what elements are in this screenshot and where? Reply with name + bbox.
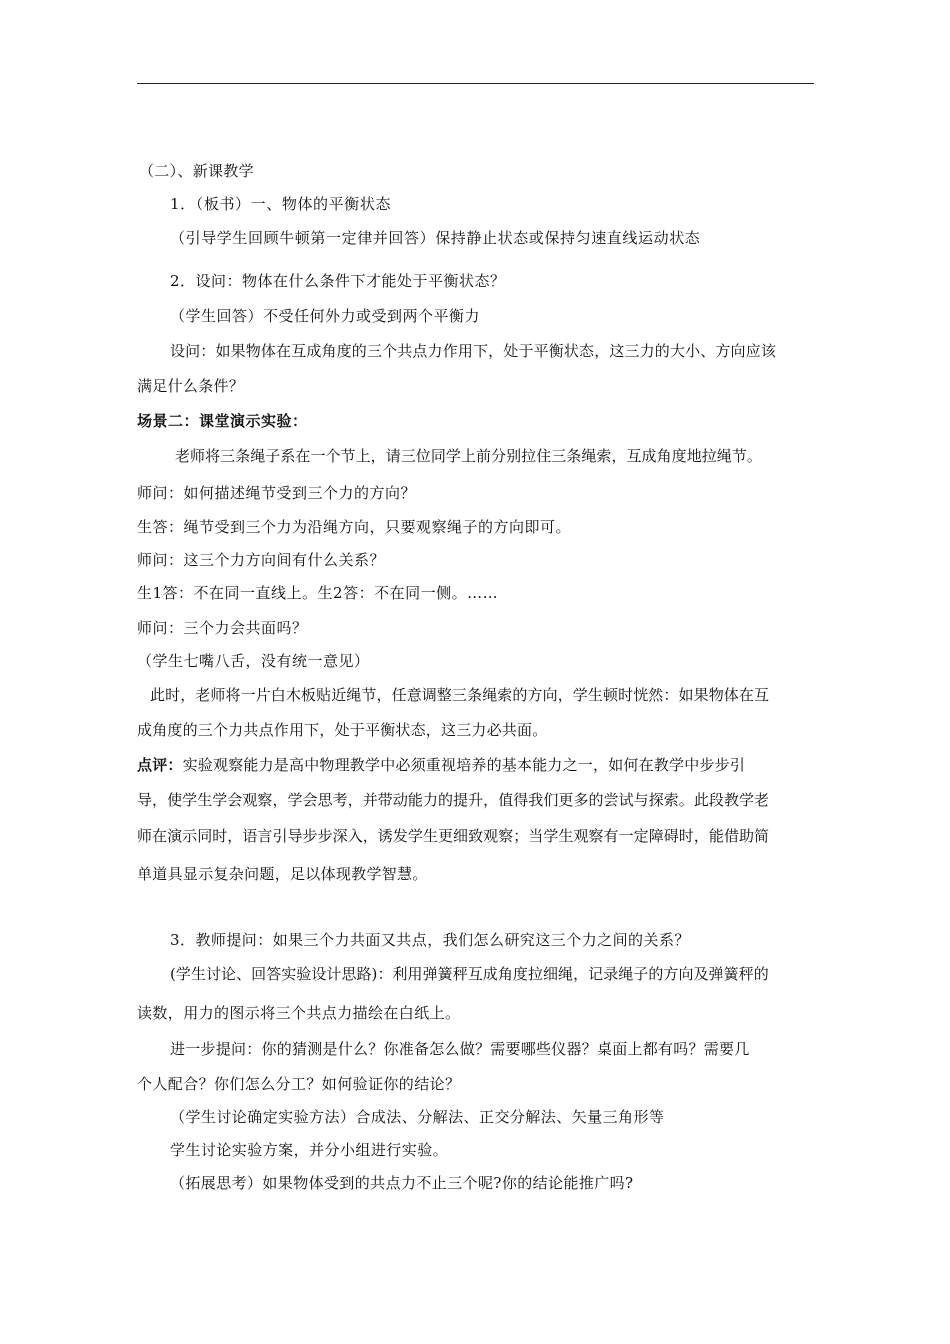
comment-line-2: 导，使学生学会观察，学会思考，并带动能力的提升，值得我们更多的尝试与探索。此段教学老 [137,791,770,809]
item-2-answer: （学生回答）不受任何外力或受到两个平衡力 [170,307,481,325]
methods-line: （学生讨论确定实验方法）合成法、分解法、正交分解法、矢量三角形等 [170,1108,665,1126]
plan-line: 学生讨论实验方案，并分小组进行实验。 [170,1141,449,1159]
design-line-1: (学生讨论、回答实验设计思路)：利用弹簧秤互成角度拉细绳，记录绳子的方向及弹簧秤的 [170,965,769,983]
comment-line-4: 单道具显示复杂问题，足以体现教学智慧。 [137,865,428,883]
followup-line-2: 个人配合？你们怎么分工？如何验证你的结论？ [137,1075,461,1093]
design-line-2: 读数，用力的图示将三个共点力描绘在白纸上。 [137,1004,461,1022]
scene-description: 老师将三条绳子系在一个节上，请三位同学上前分别拉住三条绳索，互成角度地拉绳节。 [175,447,762,465]
item-3-question: 3．教师提问：如果三个力共面又共点，我们怎么研究这三个力之间的关系？ [170,931,690,949]
dialog-student-2: 生1答：不在同一直线上。生2答：不在同一侧。…… [137,584,499,602]
demo-line-2: 成角度的三个力共点作用下，处于平衡状态，这三力必共面。 [137,721,548,739]
question-line-2: 满足什么条件？ [137,377,245,395]
students-reaction: （学生七嘴八舌，没有统一意见） [137,652,370,670]
demo-line-1: 此时，老师将一片白木板贴近绳节，任意调整三条绳索的方向，学生顿时恍然：如果物体在互 [150,686,770,704]
section-heading: （二）、新课教学 [139,162,254,180]
header-rule [137,83,814,84]
comment-line-1 [137,755,745,775]
dialog-teacher-1: 师问：如何描述绳节受到三个力的方向？ [137,484,417,502]
dialog-teacher-3: 师问：三个力会共面吗？ [137,619,308,637]
comment-line-3: 师在演示同时，语言引导步步深入，诱发学生更细致观察；当学生观察有一定障碍时，能借助简 [137,827,770,845]
dialog-teacher-2: 师问：这三个力方向间有什么关系？ [137,551,386,569]
scene-two-heading: 场景二：课堂演示实验： [137,412,308,430]
followup-line-1: 进一步提问：你的猜测是什么？你准备怎么做？需要哪些仪器？桌面上都有吗？需要几 [170,1040,750,1058]
item-1-title: 1．（板书）一、物体的平衡状态 [170,195,392,213]
comment-label: 点评： [137,756,183,774]
item-1-answer: （引导学生回顾牛顿第一定律并回答）保持静止状态或保持匀速直线运动状态 [170,229,701,247]
comment-text: 实验观察能力是高中物理教学中必须重视培养的基本能力之一，如何在教学中步步引 [182,756,746,774]
question-line-1: 设问：如果物体在互成角度的三个共点力作用下，处于平衡状态，这三力的大小、方向应该 [170,342,777,360]
item-2-question: 2．设问：物体在什么条件下才能处于平衡状态？ [170,272,506,290]
dialog-student-1: 生答：绳节受到三个力为沿绳方向，只要观察绳子的方向即可。 [137,518,572,536]
extension-line: （拓展思考）如果物体受到的共点力不止三个呢?你的结论能推广吗? [170,1174,634,1192]
